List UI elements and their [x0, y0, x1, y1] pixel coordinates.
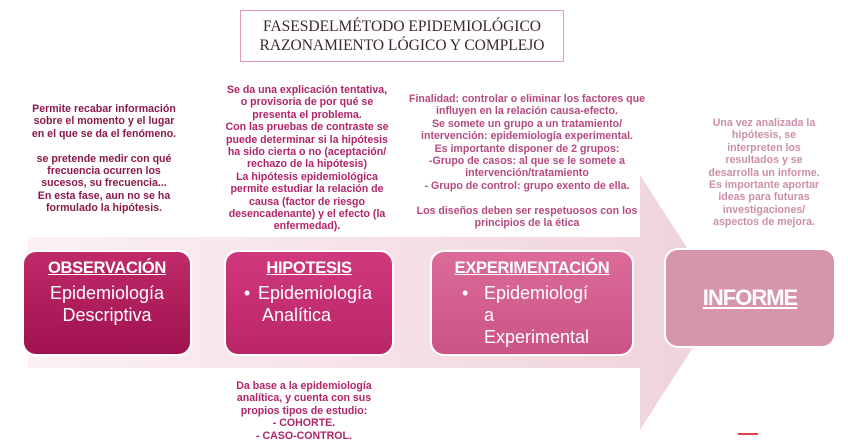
note-line: formulado la hipótesis.	[46, 202, 162, 215]
stage-experimentacion	[430, 250, 634, 356]
stage-observacion-line2: Descriptiva	[62, 305, 152, 325]
note-line: propios tipos de estudio:	[240, 404, 368, 417]
note-line: permite estudiar la relación de	[230, 183, 384, 196]
stage-experimentacion-line3: Experimental	[484, 327, 590, 347]
note-line: rechazo de la hipótesis)	[246, 158, 368, 171]
note-line: - CASO-CONTROL.	[256, 429, 352, 442]
title-line-1: FASESDELMÉTODO EPIDEMIOLÓGICO	[263, 18, 541, 35]
note-line: Se da una explicación tentativa,	[226, 84, 388, 96]
stage-hipotesis	[224, 250, 394, 356]
note-line: Es importante disponer de 2 grupos:	[434, 142, 620, 155]
note-hipotesis-estudios	[224, 380, 384, 442]
note-line: causa (factor de riesgo	[249, 195, 365, 208]
note-line: o provisoria de por qué se	[240, 96, 374, 109]
note-line: sobre el momento y el lugar	[33, 115, 175, 128]
note-line: influyen en la relación causa-efecto.	[436, 105, 618, 118]
stage-observacion	[22, 250, 192, 356]
note-line: interpreten los	[727, 141, 801, 154]
note-line: En esta fase, aun no se ha	[37, 189, 171, 202]
diagram-title	[240, 10, 564, 62]
note-line: desarrolla un informe.	[708, 166, 820, 179]
note-experimentacion	[404, 93, 650, 229]
note-line: principios de la ética	[474, 217, 580, 230]
note-line: presenta el problema.	[252, 108, 362, 121]
note-line: hipótesis, se	[731, 129, 797, 142]
note-line: sucesos, su frecuencia...	[41, 177, 167, 190]
title-line-2: RAZONAMIENTO LÓGICO Y COMPLEJO	[259, 37, 545, 54]
note-line: se pretende medir con qué	[36, 152, 172, 165]
note-line: Da base a la epidemiología	[236, 380, 372, 392]
stage-informe	[664, 248, 836, 348]
stage-hipotesis-line2: Analítica	[262, 305, 332, 325]
note-line: ha sido cierta o no (aceptación/	[227, 146, 387, 159]
note-line: resultados y se	[725, 154, 803, 167]
note-line: intervención: epidemiología experimental.	[421, 130, 633, 143]
note-hipotesis	[214, 84, 400, 233]
note-observacion	[18, 103, 190, 215]
note-line: Es importante aportar	[708, 179, 820, 192]
note-line: en el que se da el fenómeno.	[31, 127, 177, 140]
note-line: Permite recabar información	[32, 103, 176, 115]
stage-experimentacion-line1: Epidemiologí	[484, 283, 589, 303]
note-line	[404, 192, 650, 204]
note-line: analítica, y cuenta con sus	[236, 392, 372, 405]
note-line: enfermedad).	[273, 220, 341, 233]
note-line	[18, 140, 190, 152]
note-informe	[694, 117, 834, 229]
note-line: intervención/tratamiento	[465, 167, 589, 180]
note-line: Una vez analizada la	[712, 117, 816, 129]
note-line: frecuencia ocurren los	[47, 165, 161, 178]
stage-heading-observacion: OBSERVACIÓN	[47, 259, 167, 277]
note-line: puede determinar si la hipótesis	[226, 133, 388, 146]
stage-experimentacion-line2: a	[484, 305, 495, 325]
note-line: Con las pruebas de contraste se	[225, 121, 389, 134]
note-line: investigaciones/	[722, 203, 806, 216]
bullet-icon: •	[462, 283, 469, 303]
stage-heading-experimentacion: EXPERIMENTACIÓN	[454, 259, 610, 277]
note-line: - Grupo de control: grupo exento de ella.	[424, 179, 630, 192]
note-line: Los diseños deben ser respetuosos con los	[416, 204, 638, 217]
stage-heading-informe: INFORME	[702, 285, 798, 310]
stage-hipotesis-line1: Epidemiología	[258, 283, 373, 303]
note-line: desencadenante) y el efecto (la	[228, 208, 386, 221]
note-line: La hipótesis epidemiológica	[236, 170, 378, 183]
bullet-icon: •	[244, 283, 251, 303]
note-line: -Grupo de casos: al que se le somete a	[428, 155, 626, 168]
stage-heading-hipotesis: HIPOTESIS	[266, 259, 352, 277]
note-line: aspectos de mejora.	[713, 216, 815, 229]
note-line: Finalidad: controlar o eliminar los factores que	[408, 93, 646, 105]
stage-observacion-line1: Epidemiología	[49, 283, 165, 303]
note-line: Se somete un grupo a un tratamiento/	[431, 117, 623, 130]
decorative-mark	[738, 433, 758, 435]
note-line: ideas para futuras	[718, 191, 810, 204]
note-line: - COHORTE.	[272, 417, 336, 430]
